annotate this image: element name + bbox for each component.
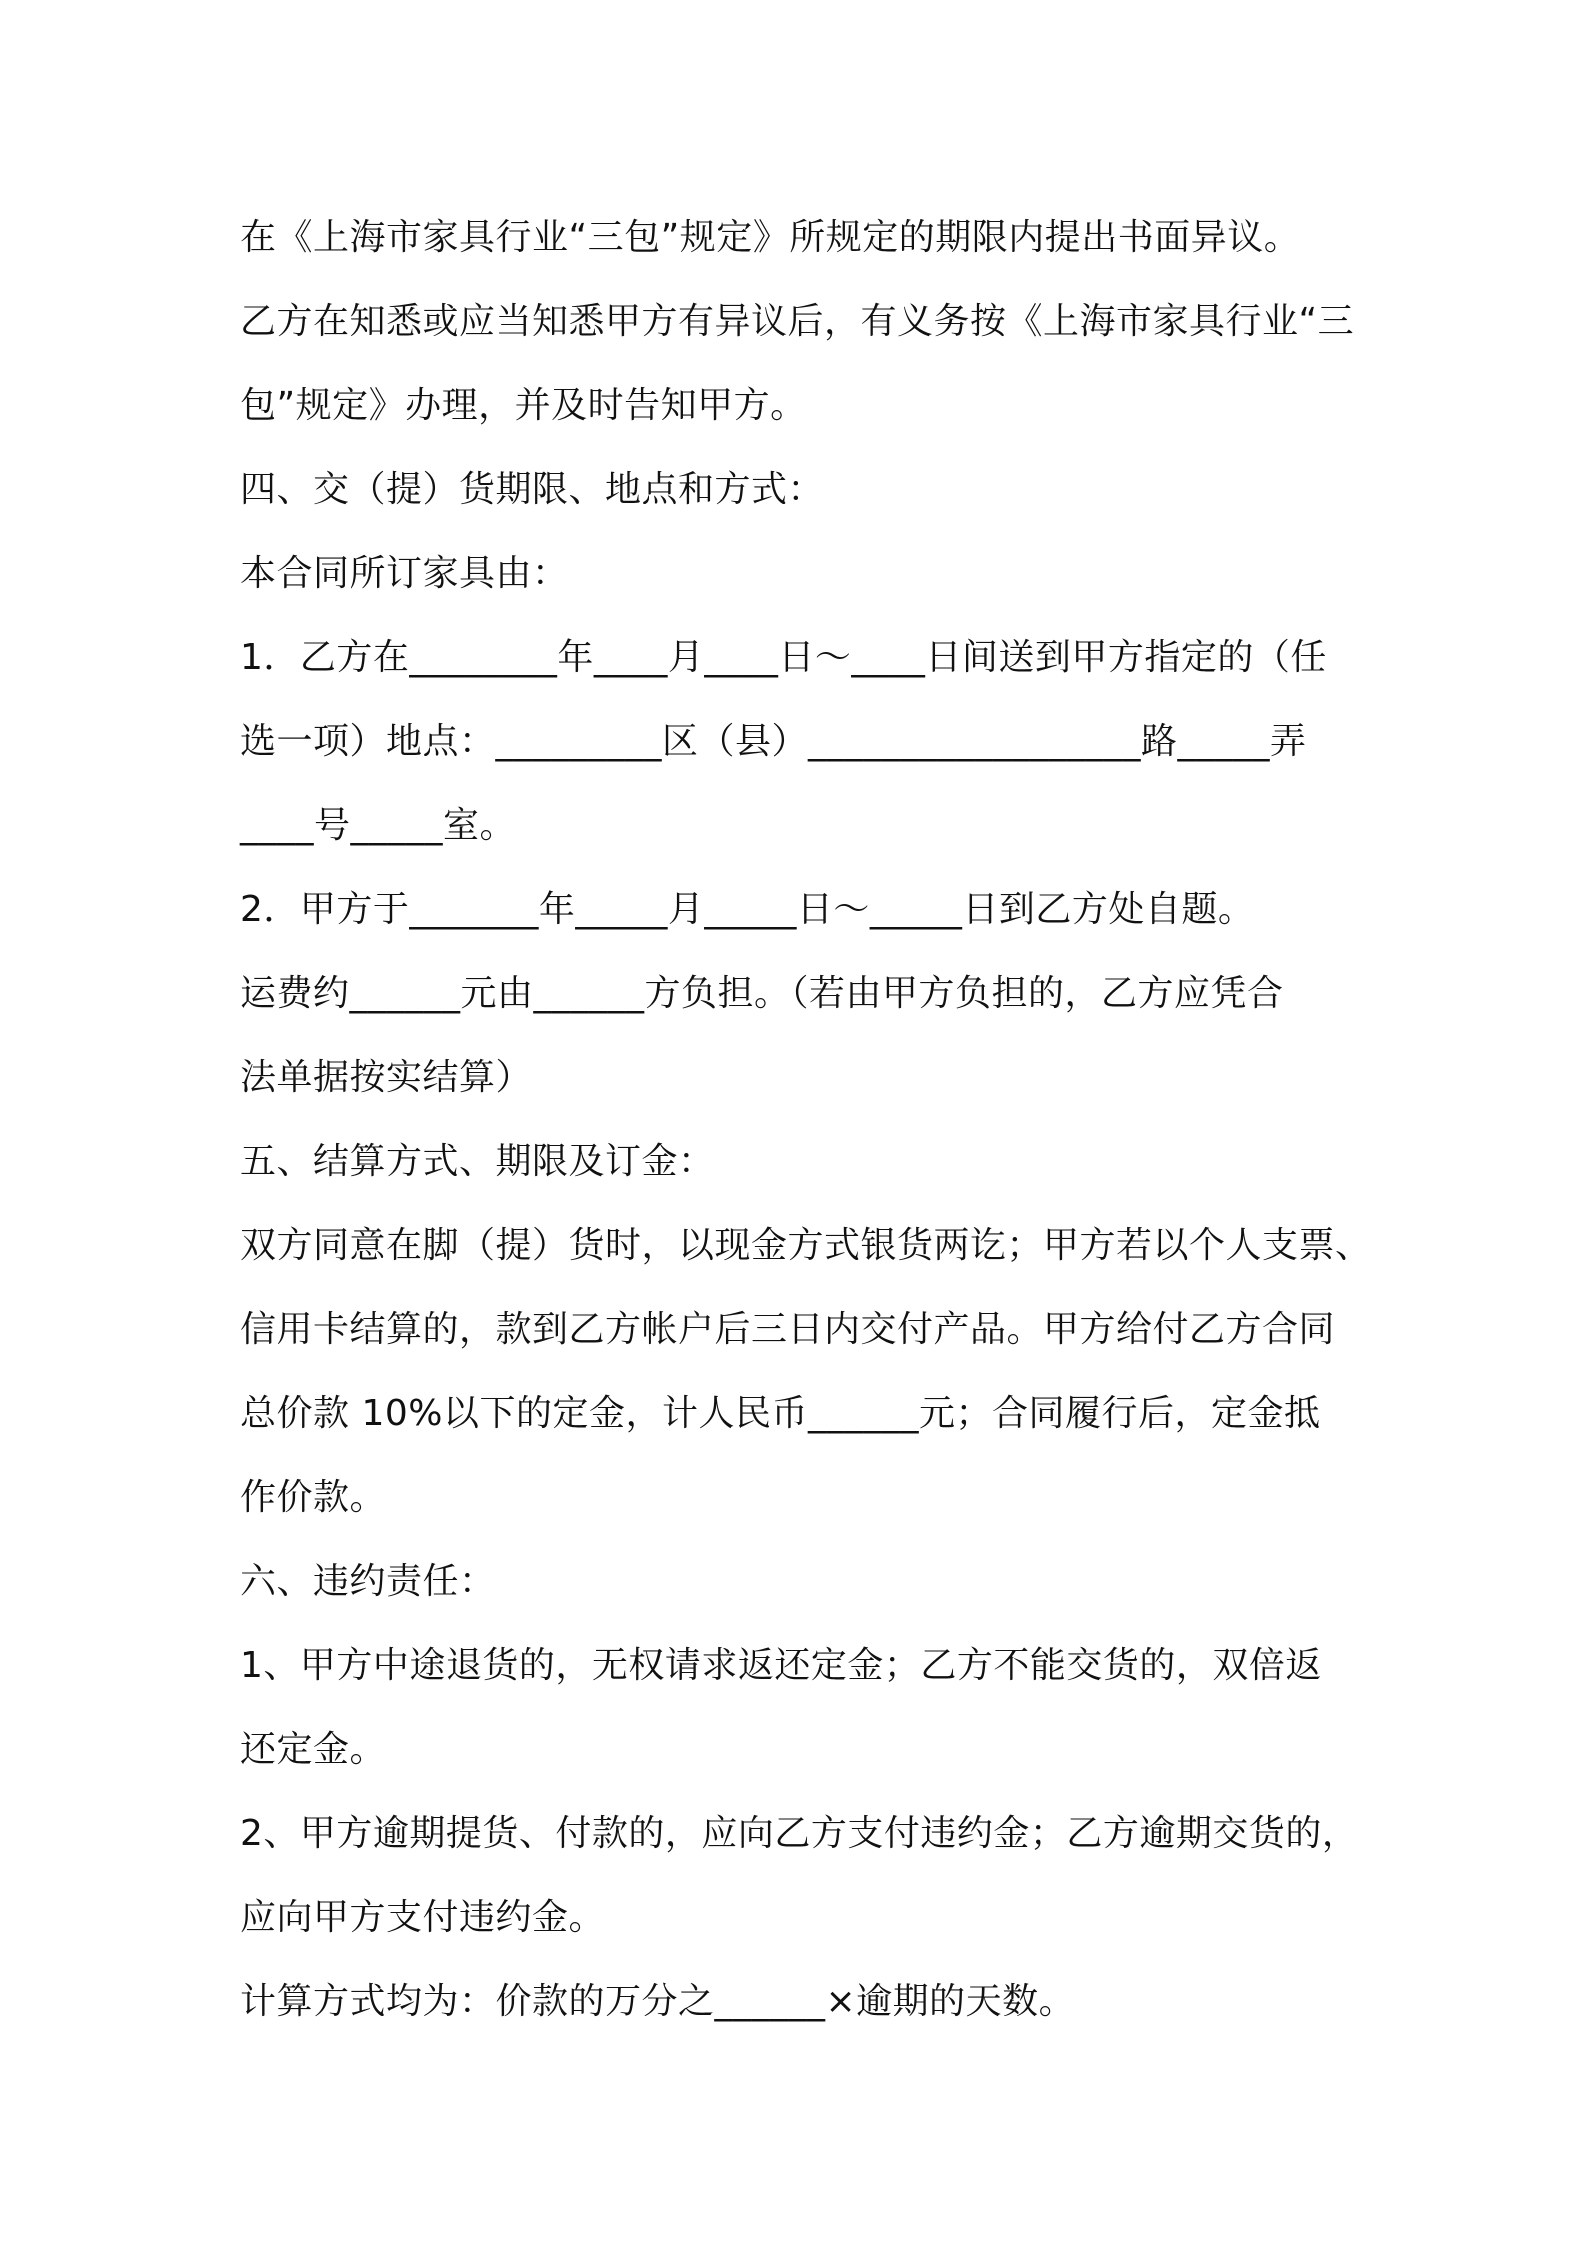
text-line: 计算方式均为：价款的万分之______×逾期的天数。 bbox=[240, 1981, 1076, 2022]
document-body bbox=[240, 196, 1372, 2044]
section-heading: 四、交（提）货期限、地点和方式： bbox=[240, 469, 825, 510]
text-line: 1、甲方中途退货的，无权请求返还定金；乙方不能交货的，双倍返 bbox=[240, 1645, 1322, 1686]
text-line: 法单据按实结算） bbox=[240, 1057, 533, 1098]
text-line: 在《上海市家具行业“三包”规定》所规定的期限内提出书面异议。 bbox=[240, 217, 1301, 258]
text-line: 还定金。 bbox=[240, 1729, 387, 1770]
section-heading: 五、结算方式、期限及订金： bbox=[240, 1141, 715, 1182]
text-line: ____号_____室。 bbox=[240, 805, 517, 846]
text-line: 作价款。 bbox=[240, 1477, 387, 1518]
text-line: 本合同所订家具由： bbox=[240, 553, 569, 594]
text-line: 1．乙方在________年____月____日～____日间送到甲方指定的（任 bbox=[240, 637, 1327, 678]
text-line: 运费约______元由______方负担。（若由甲方负担的，乙方应凭合 bbox=[240, 973, 1284, 1014]
text-line: 双方同意在脚（提）货时，以现金方式银货两讫；甲方若以个人支票、 bbox=[240, 1225, 1372, 1266]
text-line: 乙方在知悉或应当知悉甲方有异议后，有义务按《上海市家具行业“三 bbox=[240, 301, 1355, 342]
text-line: 2．甲方于_______年_____月_____日～_____日到乙方处自题。 bbox=[240, 889, 1255, 930]
text-line: 选一项）地点：_________区（县）__________________路_____弄 bbox=[240, 721, 1307, 762]
text-line: 包”规定》办理，并及时告知甲方。 bbox=[240, 385, 807, 426]
text-line: 信用卡结算的，款到乙方帐户后三日内交付产品。甲方给付乙方合同 bbox=[240, 1309, 1336, 1350]
text-line: 2、甲方逾期提货、付款的，应向乙方支付违约金；乙方逾期交货的， bbox=[240, 1813, 1359, 1854]
text-line: 总价款 10%以下的定金，计人民币______元；合同履行后，定金抵 bbox=[240, 1393, 1321, 1434]
section-heading: 六、违约责任： bbox=[240, 1561, 496, 1602]
text-line: 应向甲方支付违约金。 bbox=[240, 1897, 606, 1938]
